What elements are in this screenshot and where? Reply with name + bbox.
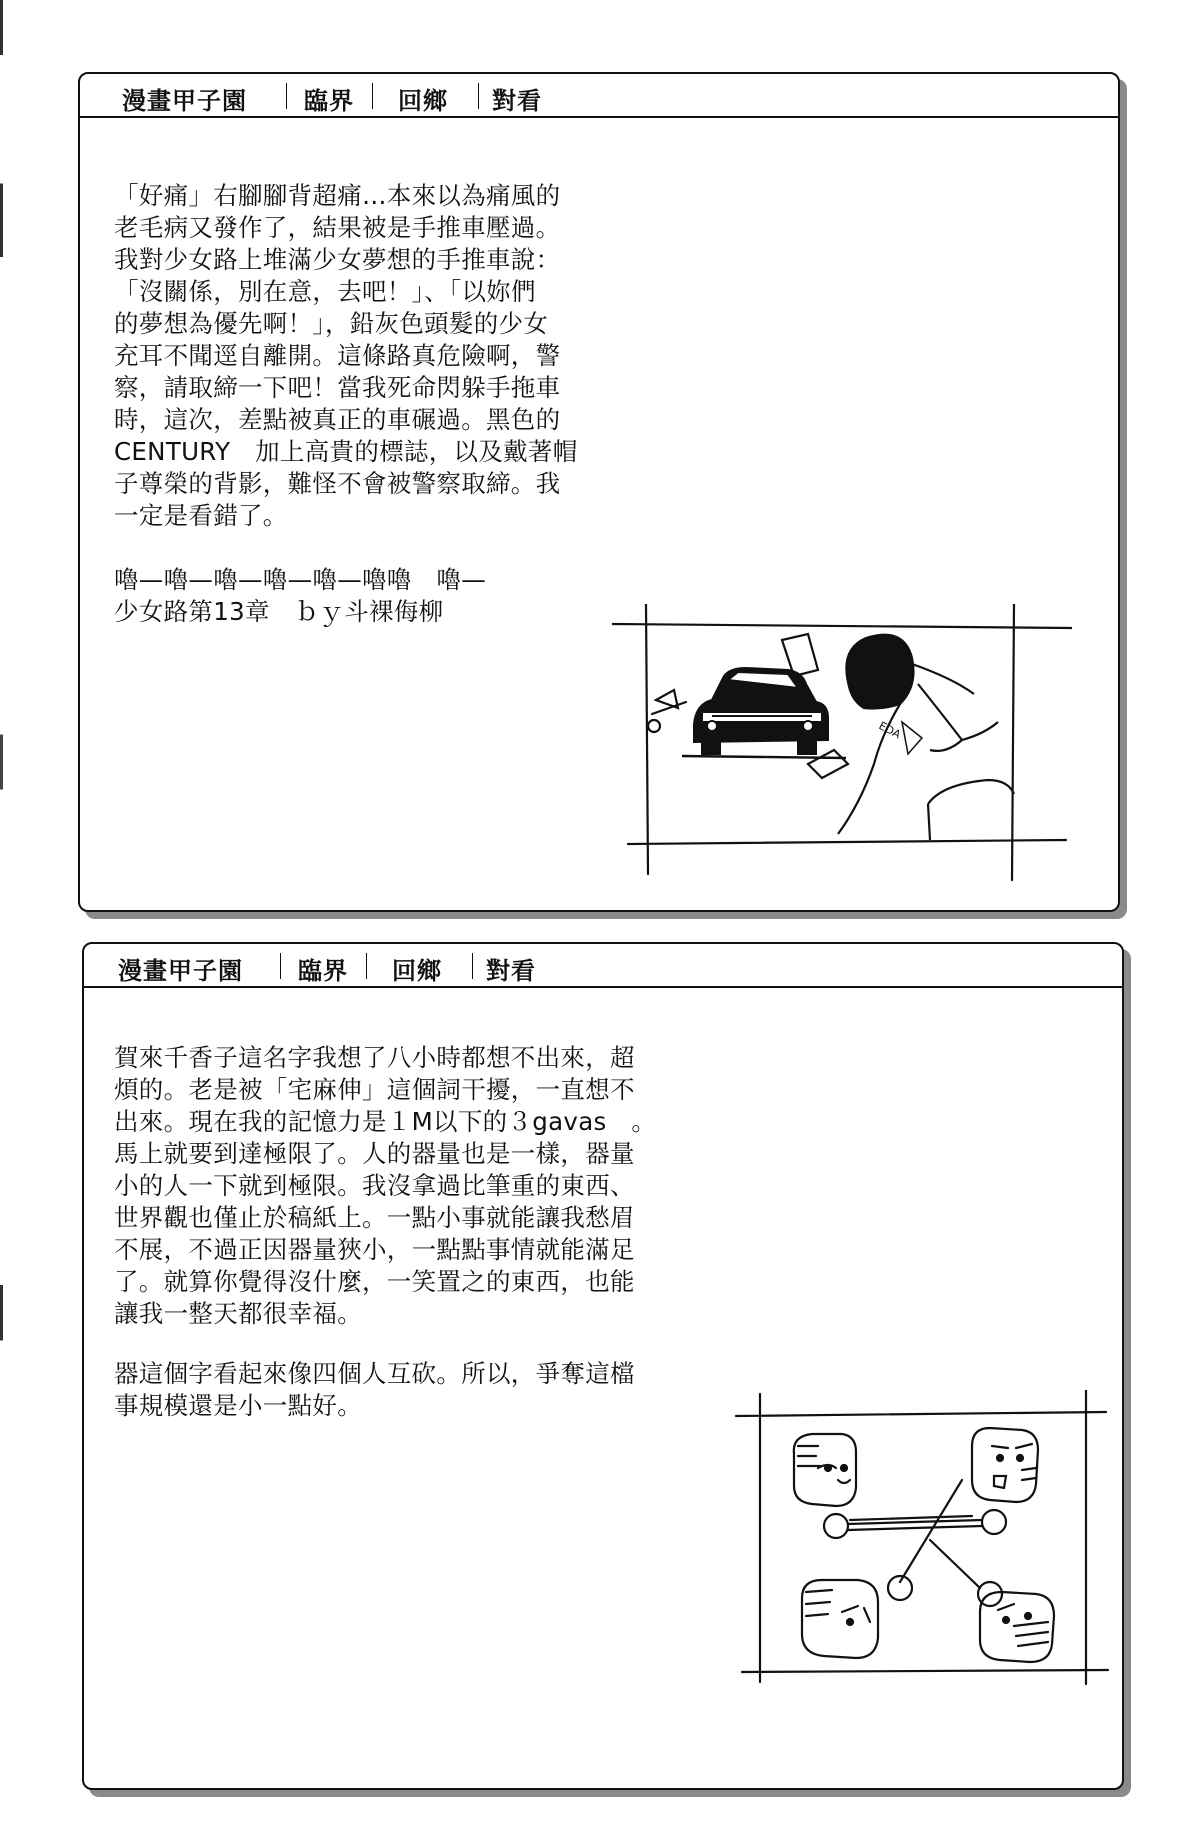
header-title: 漫畫甲子園 — [118, 957, 243, 985]
panel-header — [84, 944, 1122, 988]
text-line: 出來。現在我的記憶力是１M以下的３gavas 。 — [114, 1107, 657, 1136]
text-line: 少女路第13章 ｂｙ斗裸侮柳 — [114, 597, 444, 626]
text-line: 嚕—嚕—嚕—嚕—嚕—嚕嚕 嚕— — [114, 565, 486, 594]
header-item: 臨界 — [298, 957, 348, 985]
shirt-text: EDA — [876, 719, 903, 742]
text-line: 讓我一整天都很幸福。 — [114, 1299, 362, 1328]
text-line: 賀來千香子這名字我想了八小時都想不出來，超 — [114, 1043, 635, 1072]
text-line: CENTURY 加上高貴的標誌，以及戴著帽 — [114, 437, 578, 466]
header-divider — [372, 83, 373, 109]
header-divider — [280, 953, 281, 979]
header-title: 漫畫甲子園 — [122, 87, 247, 115]
text-line: 子尊榮的背影，難怪不會被警察取締。我 — [114, 469, 561, 498]
text-line: 小的人一下就到極限。我沒拿過比筆重的東西、 — [114, 1171, 635, 1200]
header-item: 回鄉 — [398, 87, 448, 115]
column-panel-1 — [78, 72, 1120, 912]
header-item: 對看 — [486, 957, 536, 985]
text-line: 事規模還是小一點好。 — [114, 1391, 362, 1420]
text-line: 馬上就要到達極限了。人的器量也是一樣，器量 — [114, 1139, 635, 1168]
text-line: 時，這次，差點被真正的車碾過。黑色的 — [114, 405, 561, 434]
column-text — [114, 1042, 656, 1330]
text-line: 了。就算你覺得沒什麼，一笑置之的東西，也能 — [114, 1267, 635, 1296]
car-and-person-sketch-icon — [612, 604, 1072, 884]
text-line: 一定是看錯了。 — [114, 501, 288, 530]
header-item: 臨界 — [304, 87, 354, 115]
column-signoff — [114, 564, 486, 628]
panel-header — [80, 74, 1118, 118]
text-line: 「好痛」右腳腳背超痛…本來以為痛風的 — [114, 181, 561, 210]
column-text — [114, 1358, 635, 1422]
text-line: 煩的。老是被「宅麻伸」這個詞干擾，一直想不 — [114, 1075, 635, 1104]
column-text — [114, 180, 578, 532]
header-divider — [478, 83, 479, 109]
text-line: 不展，不過正因器量狹小，一點點事情就能滿足 — [114, 1235, 635, 1264]
text-line: 的夢想為優先啊！」，鉛灰色頭髮的少女 — [114, 309, 549, 338]
text-line: 我對少女路上堆滿少女夢想的手推車說： — [114, 245, 561, 274]
header-divider — [366, 953, 367, 979]
page-edge — [0, 0, 3, 1836]
header-item: 回鄉 — [392, 957, 442, 985]
header-item: 對看 — [492, 87, 542, 115]
text-line: 察，請取締一下吧！當我死命閃躲手拖車 — [114, 373, 561, 402]
header-divider — [286, 83, 287, 109]
four-heads-fighting-sketch-icon — [732, 1390, 1112, 1690]
text-line: 充耳不聞逕自離開。這條路真危險啊，警 — [114, 341, 561, 370]
text-line: 「沒關係，別在意，去吧！」、「以妳們 — [114, 277, 536, 306]
text-line: 世界觀也僅止於稿紙上。一點小事就能讓我愁眉 — [114, 1203, 635, 1232]
header-divider — [472, 953, 473, 979]
text-line: 老毛病又發作了，結果被是手推車壓過。 — [114, 213, 561, 242]
text-line: 器這個字看起來像四個人互砍。所以，爭奪這檔 — [114, 1359, 635, 1388]
column-panel-2 — [82, 942, 1124, 1790]
